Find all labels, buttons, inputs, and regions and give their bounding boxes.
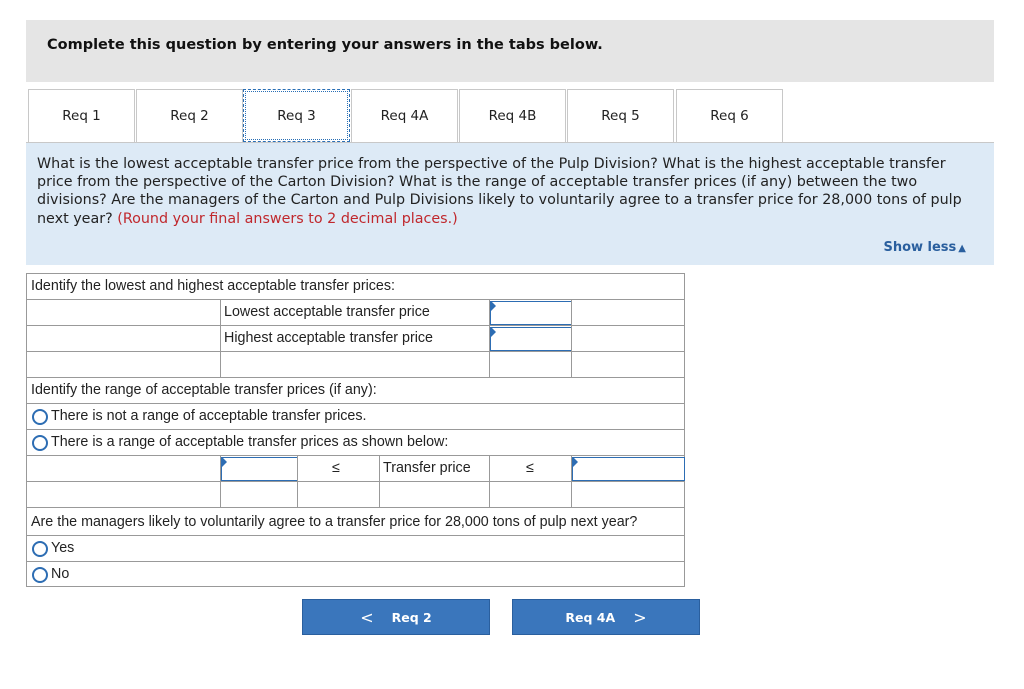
table-row [26, 403, 685, 429]
instructions-title: Complete this question by entering your answers in the tabs below. [47, 37, 603, 53]
rounding-note: (Round your final answers to 2 decimal places.) [117, 210, 458, 227]
tab-req-2[interactable]: Req 2 [136, 89, 243, 142]
table-row [26, 351, 685, 377]
highest-price-input[interactable] [490, 327, 572, 351]
table-row [26, 273, 685, 299]
table-row [26, 561, 685, 587]
question-body: What is the lowest acceptable transfer price from the perspective of the Pulp Division? What is the highest acceptable transfer price from the perspective of the Carton Division? What is the range of acceptable transfer prices (if any) between the two divisions? Are the managers of the Carton and Pulp Divisions likely to voluntarily agree to a transfer price for 28,000 tons of pulp next year? [37, 156, 962, 227]
show-less-link[interactable] [883, 240, 966, 255]
table-row [26, 455, 685, 481]
table-row [26, 377, 685, 403]
next-req-button[interactable] [512, 599, 700, 635]
range-low-input[interactable] [221, 457, 298, 481]
agree-question-label: Are the managers likely to voluntarily agree to a transfer price for 28,000 tons of pulp next year? [31, 514, 638, 530]
table-row [26, 507, 685, 535]
leq-symbol-2: ≤ [526, 460, 534, 476]
triangle-up-icon: ▲ [958, 243, 966, 254]
tab-req-3[interactable]: Req 3 [243, 89, 350, 142]
question-panel [26, 143, 994, 265]
no-range-radio[interactable] [32, 409, 48, 425]
table-row [26, 299, 685, 325]
tab-req-5[interactable]: Req 5 [567, 89, 674, 142]
range-option-label[interactable]: There is a range of acceptable transfer prices as shown below: [51, 434, 449, 450]
lowest-price-input[interactable] [490, 301, 572, 325]
chevron-right-icon: > [633, 607, 647, 627]
leq-symbol-1: ≤ [332, 460, 340, 476]
instructions-banner [26, 20, 994, 82]
yes-label[interactable]: Yes [51, 540, 75, 556]
table-row [26, 535, 685, 561]
lowest-price-label: Lowest acceptable transfer price [224, 304, 430, 320]
prev-req-label: Req 2 [391, 609, 432, 625]
tab-req-4b[interactable]: Req 4B [459, 89, 566, 142]
range-radio[interactable] [32, 435, 48, 451]
no-label[interactable]: No [51, 566, 70, 582]
show-less-label: Show less [883, 240, 957, 255]
table-row [26, 429, 685, 455]
next-req-label: Req 4A [565, 609, 616, 625]
no-range-label[interactable]: There is not a range of acceptable transfer prices. [51, 408, 367, 424]
range-label: Identify the range of acceptable transfer prices (if any): [31, 382, 377, 398]
no-radio[interactable] [32, 567, 48, 583]
chevron-left-icon: < [360, 607, 374, 627]
table-row [26, 325, 685, 351]
prev-req-button[interactable] [302, 599, 490, 635]
range-high-input[interactable] [572, 457, 685, 481]
tab-req-1[interactable]: Req 1 [28, 89, 135, 142]
tab-req-4a[interactable]: Req 4A [351, 89, 458, 142]
question-text [37, 155, 983, 228]
answer-table [26, 273, 685, 587]
identify-prices-label: Identify the lowest and highest acceptable transfer prices: [31, 278, 395, 294]
transfer-price-label: Transfer price [383, 460, 471, 476]
highest-price-label: Highest acceptable transfer price [224, 330, 434, 346]
yes-radio[interactable] [32, 541, 48, 557]
tab-req-6[interactable]: Req 6 [676, 89, 783, 142]
table-row [26, 481, 685, 507]
